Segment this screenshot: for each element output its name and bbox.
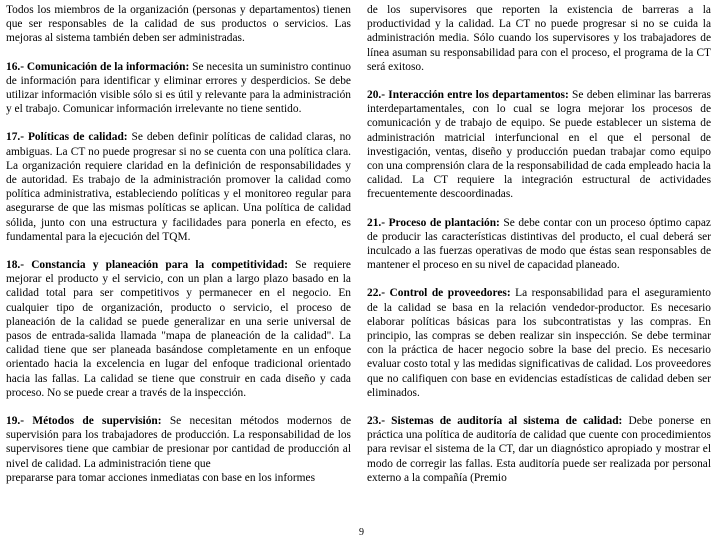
section-18-title: 18.- Constancia y planeación para la competitividad: [6,259,288,272]
section-22-title: 22.- Control de proveedores: [367,287,511,300]
section-17-title: 17.- Políticas de calidad: [6,131,128,144]
section-23-body: Debe ponerse en práctica una política de auditoría de calidad que cuente con procedimientos para revisar el sistema de la CT, dar un diagnóstico apropiado y mostrar el modo de corregir las fallas. Esta auditoría puede ser realizada por personal externo a la compañía (Premio [367,415,711,484]
right-column [367,3,711,485]
section-17-body: Se deben definir políticas de calidad claras, no ambiguas. La CT no puede progresar si no se cuenta con una política clara. La organización requiere claridad en la definición de responsabilidades y de autoridad. Es trabajo de la administración promover la calidad como política administrativa, estableciendo políticas y el monitoreo regular para asegurarse de que las mismas políticas se aplican. Una política de calidad sólida, junto con una estructura y facilidades para ponerla en efecto, es fundamental para la ejecución del TQM. [6,131,351,243]
section-22 [367,286,711,400]
section-19-body: Se necesitan métodos modernos de supervisión para los trabajadores de producción. La responsabilidad de los supervisores tiene que cambiar de presionar por cantidad de producción al nivel de calidad. La administración tiene que [6,415,352,470]
paragraph-intro-right: de los supervisores que reporten la existencia de barreras a la productividad y la calidad. La CT no puede progresar si no se cuida la administración media. Sólo cuando los supervisores y los trabajadores de línea asuman su responsabilidad para con el proceso, el programa de la CT será exitoso. [367,4,711,73]
section-21 [367,216,711,273]
section-23 [367,414,711,485]
paragraph-intro-left: Todos los miembros de la organización (personas y departamentos) tienen que ser responsables de la calidad de sus productos o servicios. Las mejoras al sistema también deben ser administradas. [6,4,351,45]
section-20 [367,88,711,202]
page-number: 9 [359,527,364,538]
left-column [6,3,351,485]
section-16-title: 16.- Comunicación de la información: [6,60,190,73]
section-18 [6,258,351,400]
section-18-body: Se requiere mejorar el producto y el servicio, con un plan a largo plazo basado en la calidad total para ser competitivos y permanecer en el negocio. En cualquier tipo de organización, producto o servicio, el proceso de planeación de la calidad se puede generalizar en una serie universal de pasos de entrada-salida llamada "mapa de planeación de la calidad". La calidad tiene que ser planeada basándose completamente en un enfoque orientado hacia la excelencia en lugar del enfoque tradicional orientado hacia las fallas. La calidad se tiene que construir en cada diseño y cada proceso. No se puede crear a través de la inspección. [6,259,351,399]
section-20-body: Se deben eliminar las barreras interdepartamentales, con lo cual se logra mejorar los procesos de comunicación y de trabajo de equipo. Se puede establecer un sistema de administración matricial interfuncional en el que el personal de investigación, ventas, diseño y producción puedan trabajar como equipo con una comprensión clara de la responsabilidad de cada empleado hacia la calidad. La CT requiere la integración estructural de actividades frecuentemente descoordinadas. [367,89,711,201]
section-19 [6,414,351,471]
section-23-title: 23.- Sistemas de auditoría al sistema de calidad: [367,415,623,428]
section-17 [6,130,351,244]
section-16 [6,60,351,117]
section-21-body: Se debe contar con un proceso óptimo capaz de producir las características distintivas del producto, el cual deberá ser inculcado a las fuerzas operativas de modo que éstas sean responsables de mantener el proceso en su nivel de capacidad planeado. [367,216,711,272]
section-22-body: La responsabilidad para el aseguramiento de la calidad se basa en la relación vendedor-productor. Es necesario elaborar políticas básicas para los subcontratistas y las compras. En principio, las compras se deben realizar sin inspección. Se debe terminar con la práctica de hacer negocio sobre la base del precio. Es necesario evaluar costo total y las medidas significativas de calidad. Los proveedores que no califiquen con base en evidencias estadísticas de calidad deben ser eliminados. [367,287,711,399]
section-19-tail: prepararse para tomar acciones inmediatas con base en los informes [6,471,315,484]
section-20-title: 20.- Interacción entre los departamentos: [367,89,569,102]
section-16-body: Se necesita un suministro continuo de información para identificar y eliminar errores y desperdicios. Se debe utilizar información visible sólo si es útil y relevante para la administración y el trabajo. Comunicar información irrelevante no tiene sentido. [6,60,351,116]
section-21-title: 21.- Proceso de plantación: [367,216,500,229]
section-19-title: 19.- Métodos de supervisión: [6,415,162,428]
